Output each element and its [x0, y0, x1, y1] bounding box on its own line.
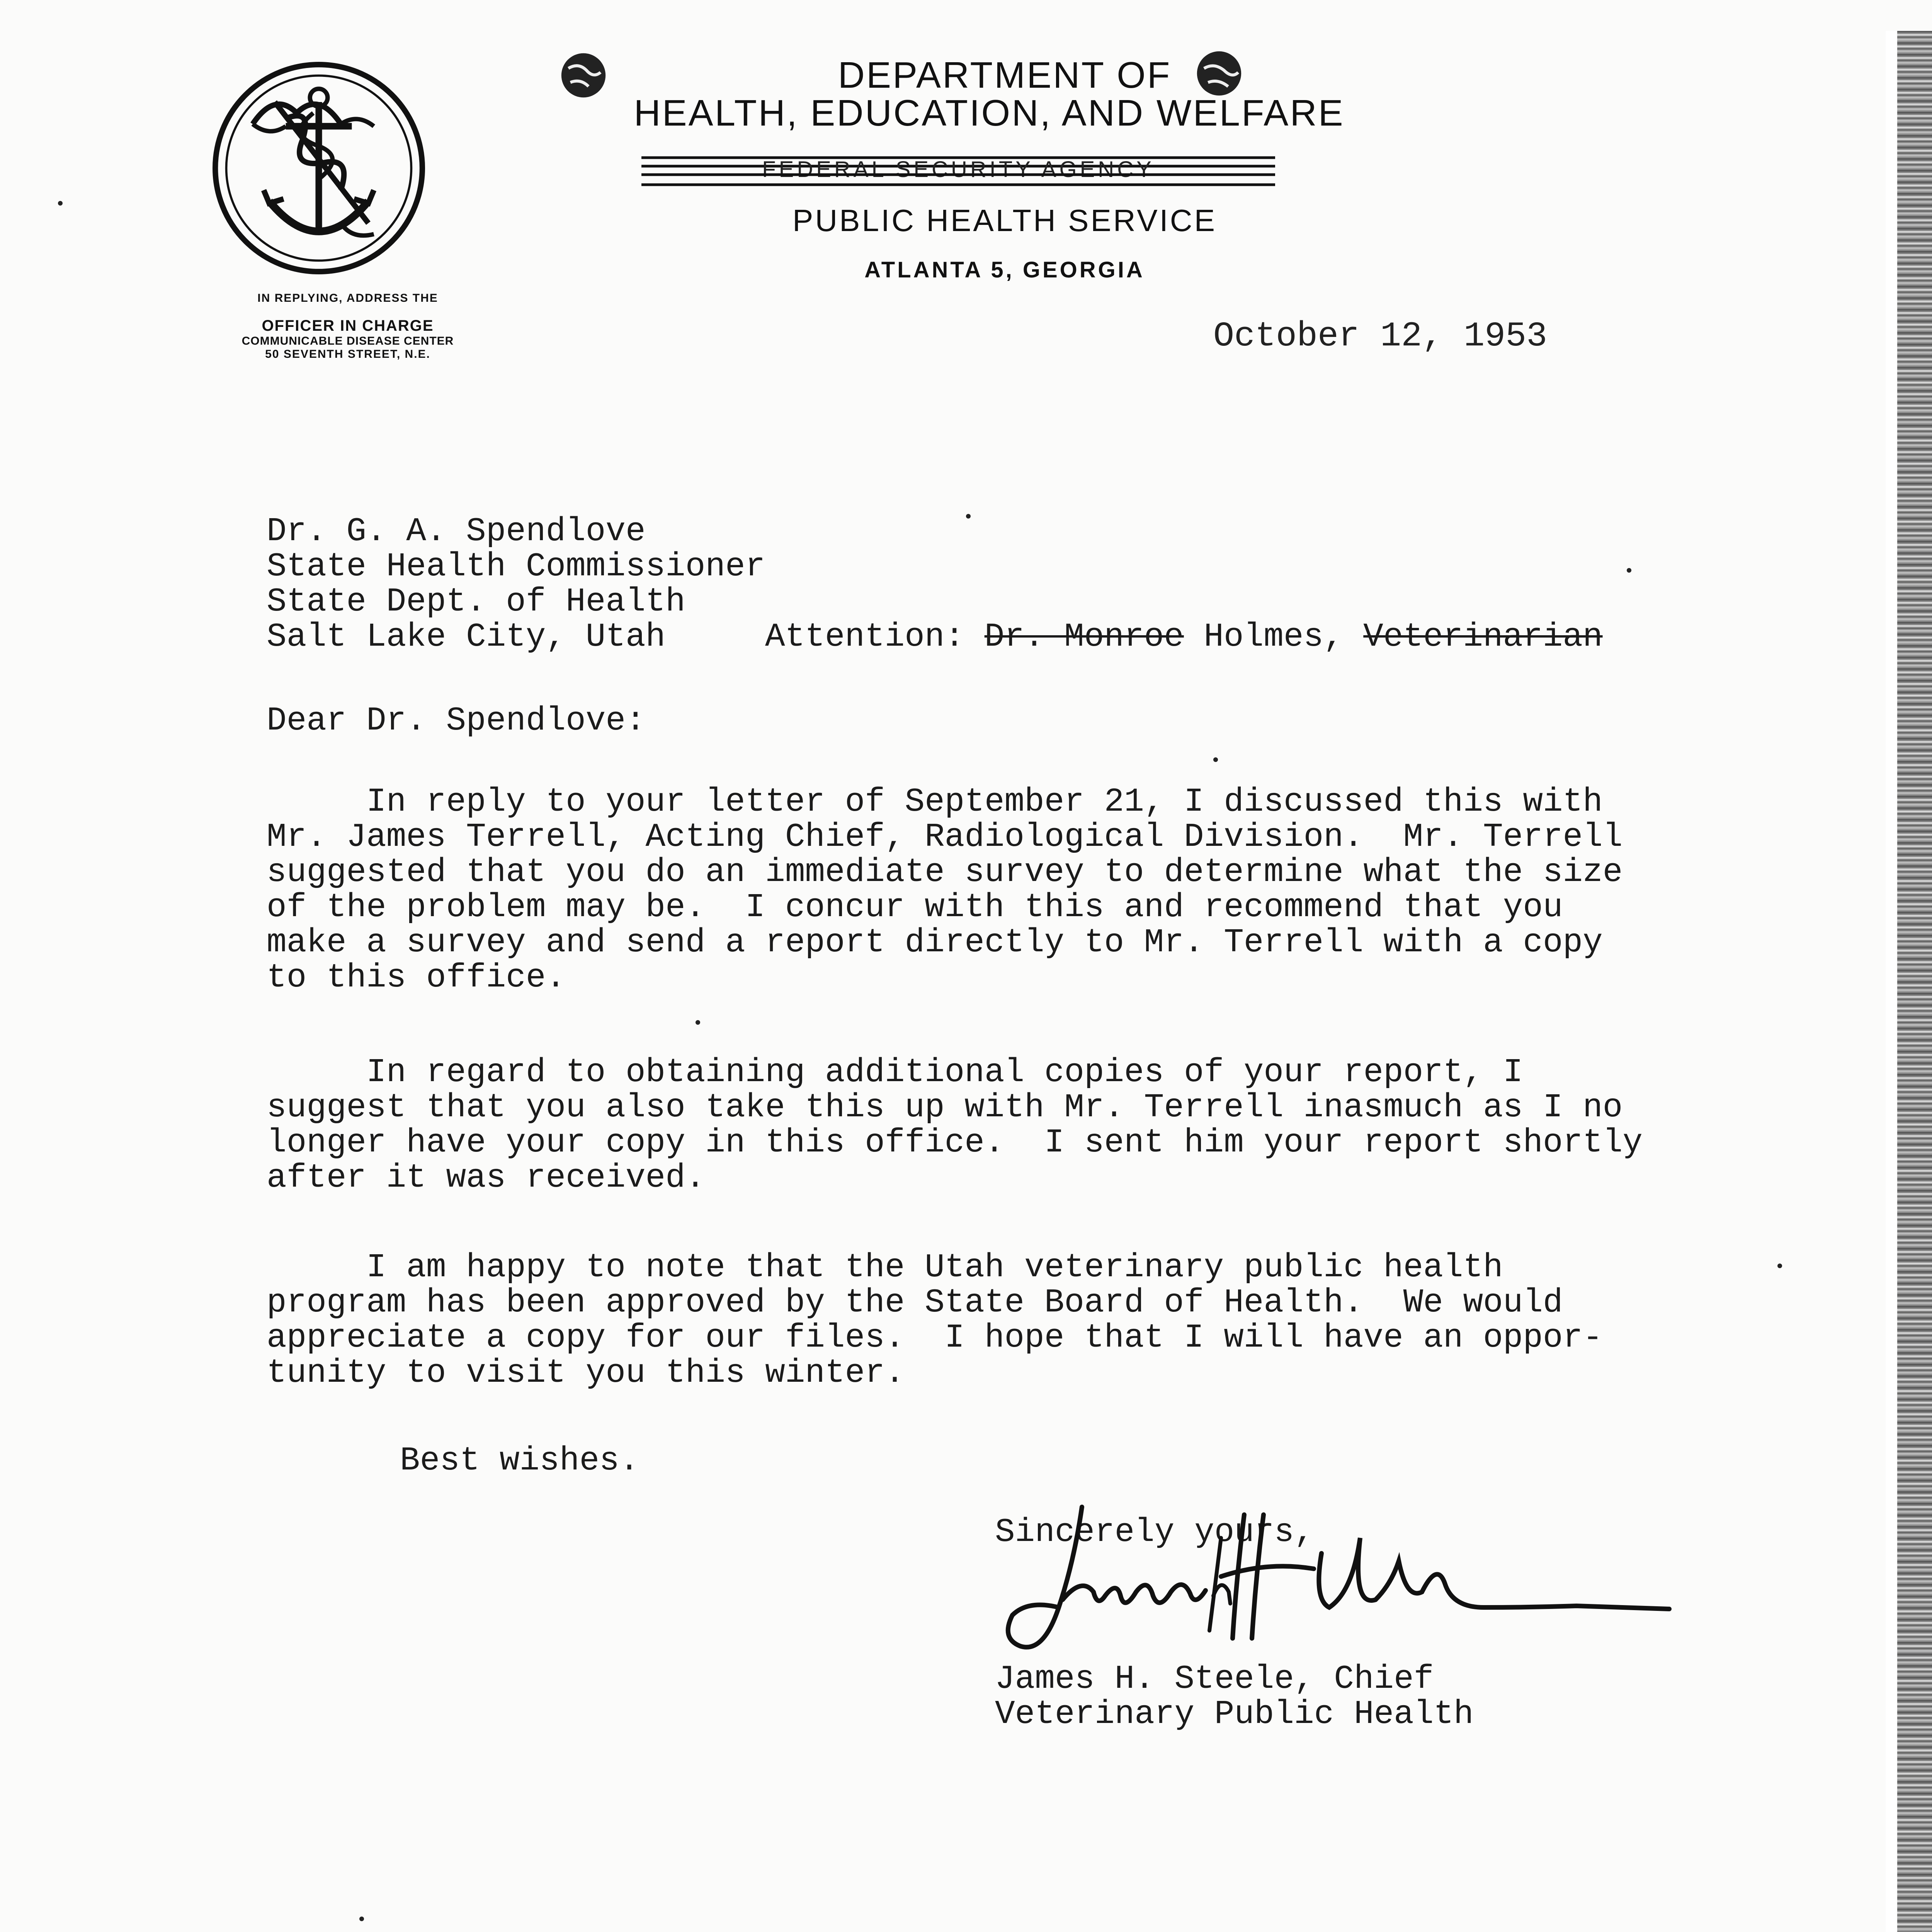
recipient-title: State Health Commissioner — [267, 548, 765, 585]
signer-block — [995, 1662, 1474, 1732]
paragraph-1-line: make a survey and send a report directly to Mr. Terrell with a copy — [267, 923, 1603, 961]
scan-speck — [966, 514, 971, 519]
letter-date: October 12, 1953 — [1213, 317, 1548, 356]
attention-label: Attention: — [765, 618, 985, 656]
handwritten-signature — [989, 1492, 1685, 1677]
attention-name: Holmes, — [1184, 618, 1364, 656]
reply-instruction: IN REPLYING, ADDRESS THE — [257, 292, 438, 304]
paragraph-2-line: In regard to obtaining additional copies of your report, I — [267, 1053, 1523, 1091]
salutation: Dear Dr. Spendlove: — [267, 702, 646, 740]
scan-speck — [1777, 1264, 1782, 1268]
valediction: Sincerely yours, — [995, 1513, 1314, 1551]
scan-speck — [696, 1020, 700, 1025]
paragraph-3 — [267, 1250, 1642, 1391]
scan-speck — [1627, 568, 1631, 573]
paragraph-2-line: after it was received. — [267, 1159, 706, 1197]
struck-agency-line — [641, 155, 1275, 188]
scan-edge-gap — [1886, 31, 1897, 1932]
scan-edge-right — [1893, 31, 1932, 1932]
reply-address-block — [147, 292, 549, 361]
struck-agency-text: FEDERAL SECURITY AGENCY — [762, 157, 1155, 182]
paragraph-2-line: longer have your copy in this office. I sent him your report shortly — [267, 1124, 1643, 1162]
signer-name: James H. Steele, Chief — [995, 1660, 1434, 1698]
paragraph-1-line: In reply to your letter of September 21, I discussed this with — [267, 783, 1603, 821]
attention-struck-name: Dr. Monroe — [984, 618, 1184, 656]
paragraph-1-line: of the problem may be. I concur with this and recommend that you — [267, 888, 1563, 926]
attention-line — [765, 619, 1603, 655]
recipient-office: State Dept. of Health — [267, 583, 685, 621]
scan-speck — [58, 201, 63, 206]
public-health-seal-icon — [209, 58, 429, 278]
signer-unit: Veterinary Public Health — [995, 1695, 1474, 1733]
reply-officer: OFFICER IN CHARGE — [262, 317, 434, 334]
paragraph-3-line: program has been approved by the State Board of Health. We would — [267, 1284, 1563, 1321]
attention-struck-title: Veterinarian — [1363, 618, 1603, 656]
service-location: ATLANTA 5, GEORGIA — [864, 257, 1145, 282]
paragraph-1 — [267, 784, 1642, 995]
paragraph-3-line: tunity to visit you this winter. — [267, 1354, 905, 1392]
department-name: HEALTH, EDUCATION, AND WELFARE — [634, 92, 1345, 134]
closing: Best wishes. — [400, 1442, 639, 1480]
paragraph-3-line: appreciate a copy for our files. I hope that I will have an oppor- — [267, 1319, 1603, 1357]
paragraph-2-line: suggest that you also take this up with Mr. Terrell inasmuch as I no — [267, 1088, 1623, 1126]
paragraph-1-line: to this office. — [267, 959, 566, 997]
reply-center: COMMUNICABLE DISEASE CENTER — [242, 334, 454, 347]
department-title: DEPARTMENT OF — [838, 54, 1172, 96]
paragraph-1-line: suggested that you do an immediate survey to determine what the size — [267, 853, 1623, 891]
service-name: PUBLIC HEALTH SERVICE — [793, 203, 1217, 238]
paragraph-1-line: Mr. James Terrell, Acting Chief, Radiological Division. Mr. Terrell — [267, 818, 1623, 856]
paragraph-2 — [267, 1055, 1642, 1196]
reply-street: 50 SEVENTH STREET, N.E. — [265, 348, 430, 361]
paragraph-3-line: I am happy to note that the Utah veterinary public health — [267, 1248, 1503, 1286]
recipient-city: Salt Lake City, Utah — [267, 618, 666, 656]
scan-speck — [1213, 757, 1218, 762]
recipient-address — [267, 514, 765, 655]
scan-speck — [359, 1917, 364, 1921]
recipient-name: Dr. G. A. Spendlove — [267, 512, 646, 550]
